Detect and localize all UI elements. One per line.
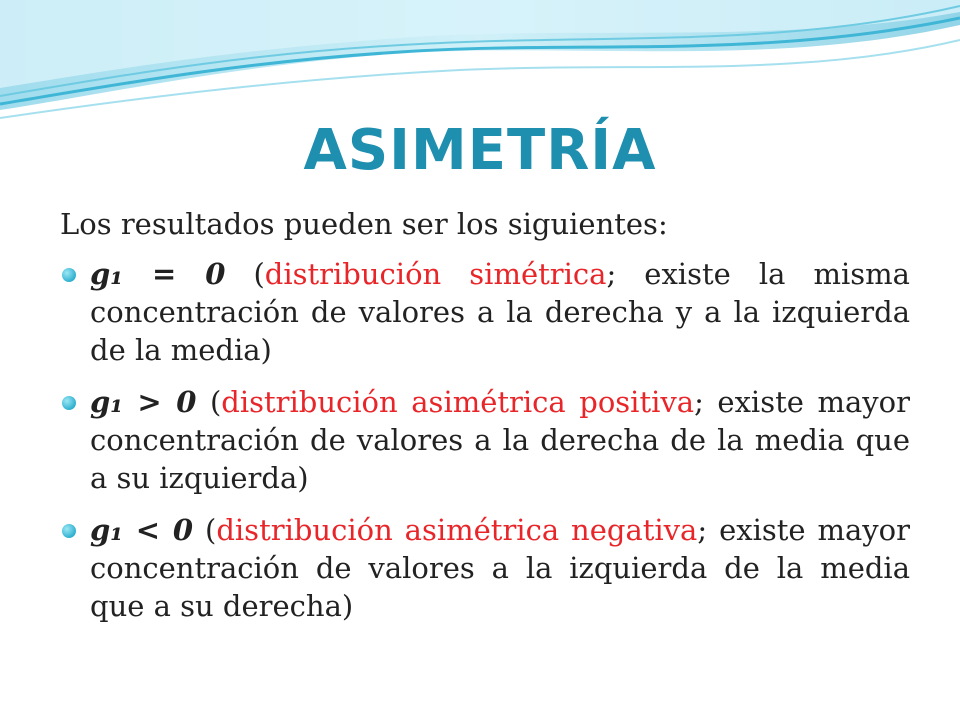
distribution-type: distribución asimétrica negativa bbox=[216, 513, 698, 547]
bullet-icon bbox=[62, 524, 76, 538]
bullet-icon bbox=[62, 396, 76, 410]
header-wave-decoration bbox=[0, 0, 960, 130]
intro-text: Los resultados pueden ser los siguientes: bbox=[60, 207, 668, 241]
description: ; existe la misma concentración de valores a la derecha y a la izquierda de la media) bbox=[90, 257, 910, 367]
description: ; existe mayor concentración de valores a la derecha de la media que a su izquierda) bbox=[90, 385, 910, 495]
list-item bbox=[60, 511, 910, 625]
paren-open: ( bbox=[225, 257, 265, 291]
list-item bbox=[60, 383, 910, 497]
bullet-icon bbox=[62, 268, 76, 282]
formula: g₁ > 0 bbox=[90, 385, 197, 419]
bullet-list bbox=[60, 255, 910, 625]
formula: g₁ = 0 bbox=[90, 257, 226, 291]
paren-open: ( bbox=[193, 513, 217, 547]
slide-body bbox=[60, 205, 910, 639]
formula: g₁ < 0 bbox=[90, 513, 194, 547]
description: ; existe mayor concentración de valores a la izquierda de la media que a su derecha) bbox=[90, 513, 910, 623]
distribution-type: distribución simétrica bbox=[264, 257, 607, 291]
distribution-type: distribución asimétrica positiva bbox=[221, 385, 695, 419]
paren-open: ( bbox=[196, 385, 222, 419]
list-item bbox=[60, 255, 910, 369]
slide-title: ASIMETRÍA bbox=[303, 118, 657, 183]
